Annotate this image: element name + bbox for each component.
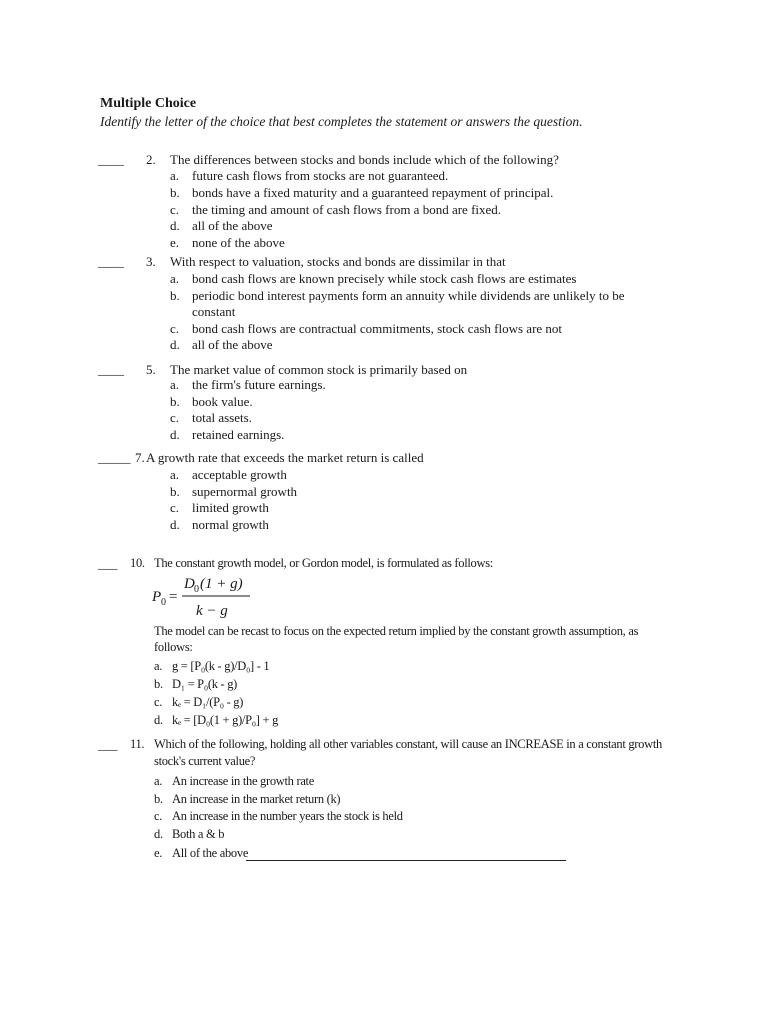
option-letter: b. (170, 288, 180, 303)
formula-lhs-sub: 0 (161, 597, 166, 608)
question-text: With respect to valuation, stocks and bonds are dissimilar in that (170, 254, 506, 269)
option-text: g = [P₀(k - g)/D₀] - 1 (172, 659, 270, 673)
answer-blank[interactable]: ___ (98, 556, 118, 571)
formula-numerator-rest: (1 + g) (200, 576, 243, 592)
recast-text-continued: follows: (154, 640, 193, 654)
answer-blank[interactable]: ____ (98, 152, 124, 167)
option-text: D₁ = P₀(k - g) (172, 677, 238, 691)
option-text: total assets. (192, 410, 252, 425)
option-letter: e. (170, 235, 180, 250)
formula-numerator: D (184, 576, 195, 592)
answer-blank[interactable]: ___ (98, 737, 118, 752)
question-text: The constant growth model, or Gordon model, is formulated as follows: (154, 556, 493, 570)
option-letter: c. (154, 809, 163, 823)
option-letter: a. (170, 168, 180, 183)
option-letter: d. (154, 713, 163, 727)
recast-text: The model can be recast to focus on the expected return implied by the constant growth assumption, as (154, 624, 639, 638)
question-text-continued: stock's current value? (154, 754, 256, 768)
option-text: All of the above (172, 846, 249, 860)
option-letter: d. (170, 517, 180, 532)
option-letter: b. (154, 677, 163, 691)
option-letter: e. (154, 846, 163, 860)
option-text: bond cash flows are known precisely while stock cash flows are estimates (192, 271, 577, 286)
option-text-continued: constant (192, 304, 236, 319)
option-letter: d. (170, 218, 180, 233)
question-text: The market value of common stock is primarily based on (170, 362, 468, 377)
option-text: none of the above (192, 235, 285, 250)
option-text: supernormal growth (192, 484, 298, 499)
instructions: Identify the letter of the choice that best completes the statement or answers the question. (100, 114, 583, 129)
question-number: 10. (130, 556, 145, 570)
question-number: 11. (130, 737, 145, 751)
option-letter: b. (154, 792, 163, 806)
question-text: The differences between stocks and bonds include which of the following? (170, 152, 559, 167)
option-text: An increase in the growth rate (172, 774, 314, 788)
answer-blank[interactable]: ____ (98, 254, 124, 269)
question-number: 2. (146, 152, 156, 167)
option-text: normal growth (192, 517, 269, 532)
option-letter: b. (170, 185, 180, 200)
option-text: book value. (192, 394, 253, 409)
option-letter: b. (170, 484, 180, 499)
option-letter: a. (170, 377, 180, 392)
formula-lhs: P (152, 589, 162, 605)
option-letter: a. (154, 774, 163, 788)
option-letter: a. (170, 467, 180, 482)
option-text: bonds have a fixed maturity and a guaranteed repayment of principal. (192, 185, 554, 200)
option-letter: c. (170, 410, 180, 425)
option-text: bond cash flows are contractual commitments, stock cash flows are not (192, 321, 563, 336)
option-text: Both a & b (172, 827, 225, 841)
option-letter: c. (170, 202, 180, 217)
option-text: An increase in the market return (k) (172, 792, 341, 806)
option-letter: c. (170, 321, 180, 336)
formula-equals: = (169, 589, 178, 605)
gordon-model-formula (152, 570, 272, 622)
option-letter: d. (170, 337, 180, 352)
option-text: limited growth (192, 500, 269, 515)
option-letter: a. (154, 659, 163, 673)
section-heading: Multiple Choice (100, 96, 197, 111)
option-letter: c. (170, 500, 180, 515)
answer-blank[interactable]: _____ (98, 450, 131, 465)
option-text: An increase in the number years the stock is held (172, 809, 403, 823)
question-text: Which of the following, holding all other variables constant, will cause an INCREASE in a constant growth (154, 737, 662, 751)
option-letter: d. (154, 827, 163, 841)
answer-blank[interactable]: ____ (98, 362, 124, 377)
question-number: 3. (146, 254, 156, 269)
formula-denominator: k − g (196, 603, 228, 619)
formula-numerator-sub: 0 (194, 584, 199, 595)
option-text: future cash flows from stocks are not guaranteed. (192, 168, 449, 183)
trailing-underline (246, 860, 566, 861)
option-text: the firm's future earnings. (192, 377, 326, 392)
option-text: all of the above (192, 337, 273, 352)
question-text: A growth rate that exceeds the market return is called (146, 450, 424, 465)
option-text: the timing and amount of cash flows from a bond are fixed. (192, 202, 502, 217)
option-text: all of the above (192, 218, 273, 233)
option-letter: c. (154, 695, 163, 709)
option-letter: d. (170, 427, 180, 442)
option-text: retained earnings. (192, 427, 285, 442)
option-text: kₑ = [D₀(1 + g)/P₀] + g (172, 713, 279, 727)
option-letter: a. (170, 271, 180, 286)
option-letter: b. (170, 394, 180, 409)
option-text: kₑ = D₁/(P₀ - g) (172, 695, 244, 709)
question-number: 5. (146, 362, 156, 377)
option-text: periodic bond interest payments form an annuity while dividends are unlikely to be (192, 288, 625, 303)
question-number: 7. (135, 450, 145, 465)
option-text: acceptable growth (192, 467, 287, 482)
